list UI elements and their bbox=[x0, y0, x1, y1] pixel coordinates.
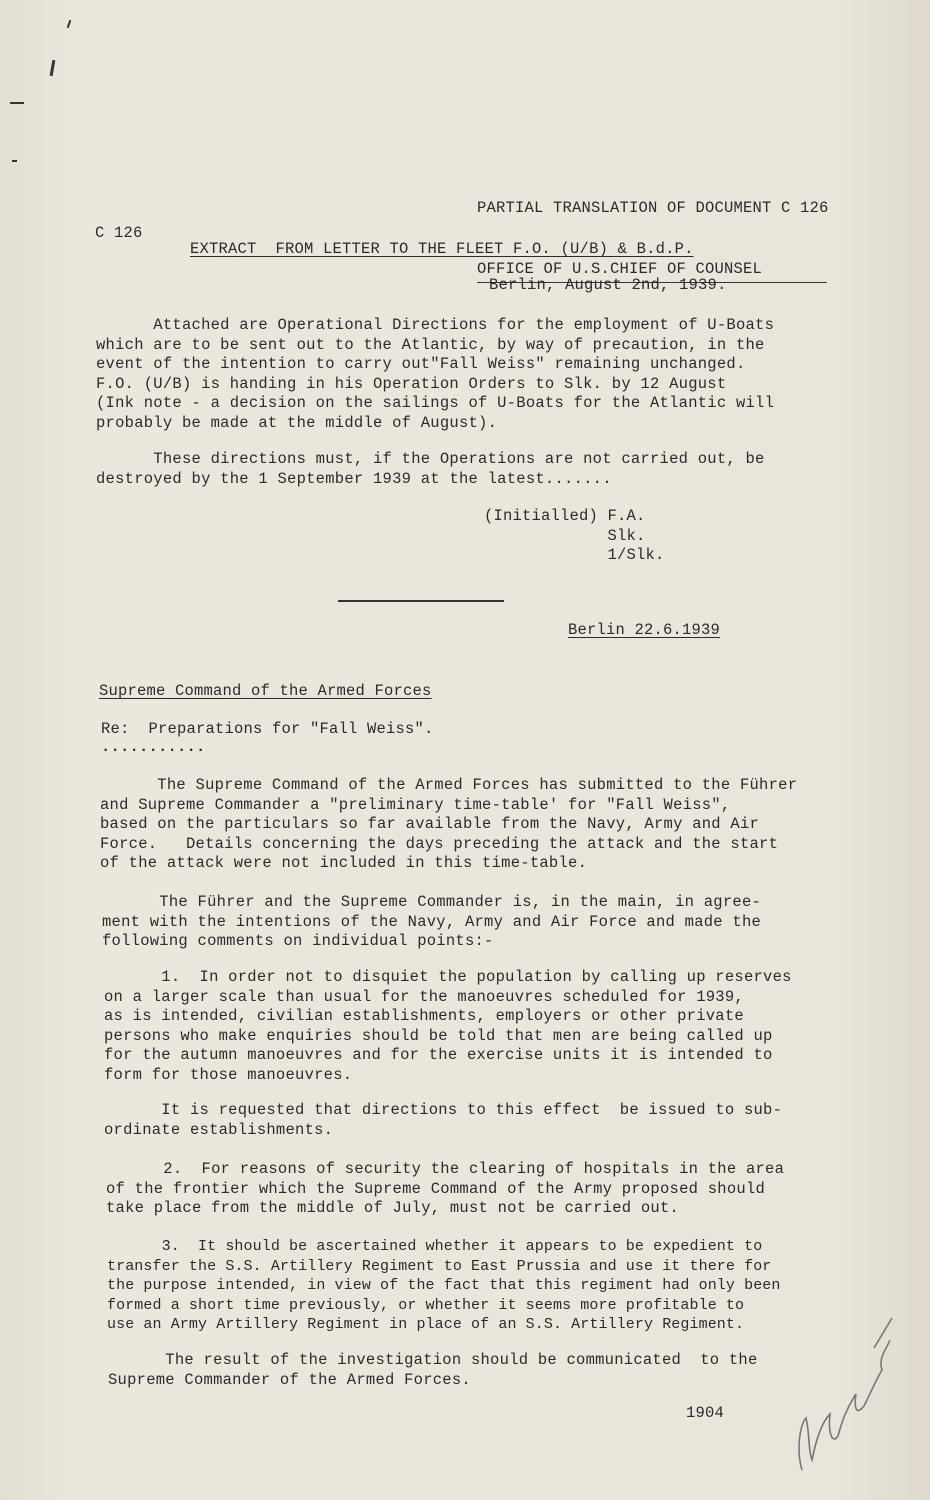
letter2-dots: ........... bbox=[101, 738, 206, 756]
margin-mark bbox=[12, 160, 17, 162]
letter2-subject: Re: Preparations for "Fall Weiss". bbox=[101, 720, 434, 738]
section-divider bbox=[338, 600, 504, 602]
letter1-title: EXTRACT FROM LETTER TO THE FLEET F.O. (U/B) & B.d.P. bbox=[190, 240, 694, 258]
header-line-1: PARTIAL TRANSLATION OF DOCUMENT C 126 bbox=[477, 199, 829, 217]
letter1-dateline: Berlin, August 2nd, 1939. bbox=[489, 276, 727, 294]
letter1-initials: (Initialled) F.A. Slk. 1/Slk. bbox=[484, 507, 665, 564]
letter2-point-1-request: It is requested that directions to this effect be issued to sub- ordinate establishments. bbox=[104, 1101, 783, 1139]
letter2-point-1: 1. In order not to disquiet the population by calling up reserves on a larger scale than usual for the manoeuvres scheduled for 1939, as is intended, civilian establishments, employers or other private persons who make enquiries should be told that men are being called up for the autumn manoeuvres and for the exercise units it is intended to form for those manoeuvres. bbox=[104, 968, 792, 1084]
letter2-paragraph-1: The Supreme Command of the Armed Forces has submitted to the Führer and Supreme Commander a "preliminary time-table' for "Fall Weiss", based on the particulars so far available from the Navy, Army and Air Force. Details concerning the days preceding the attack and the start of the attack were not included in this time-table. bbox=[100, 776, 798, 872]
letter2-addressee: Supreme Command of the Armed Forces bbox=[99, 682, 432, 700]
header-line-2: OFFICE OF U.S.CHIEF OF COUNSEL bbox=[477, 258, 827, 283]
page-number: 1904 bbox=[686, 1404, 725, 1422]
handwritten-signature bbox=[782, 1310, 902, 1480]
letter1-paragraph-2: These directions must, if the Operations are not carried out, be destroyed by the 1 September 1939 at the latest....... bbox=[96, 450, 765, 488]
letter1-paragraph-1: Attached are Operational Directions for the employment of U-Boats which are to be sent out to the Atlantic, by way of precaution, in the event of the intention to carry out"Fall Weiss" remaining unchanged. F.O. (U/B) is handing in his Operation Orders to Slk. by 12 August (Ink note - a decision on the sailings of U-Boats for the Atlantic will probably be made at the middle of August). bbox=[96, 316, 775, 432]
letter2-point-2: 2. For reasons of security the clearing of hospitals in the area of the frontier which the Supreme Command of the Army proposed should take place from the middle of July, must not be carried out. bbox=[106, 1160, 785, 1217]
letter2-dateline: Berlin 22.6.1939 bbox=[568, 621, 721, 639]
letter2-point-4: The result of the investigation should be communicated to the Supreme Commander of the Armed Forces. bbox=[108, 1351, 758, 1389]
letter2-paragraph-2: The Führer and the Supreme Commander is, in the main, in agree- ment with the intentions of the Navy, Army and Air Force and made the following comments on individual points:- bbox=[102, 893, 762, 950]
margin-mark bbox=[10, 102, 24, 104]
document-id: C 126 bbox=[95, 224, 143, 242]
letter2-point-3: 3. It should be ascertained whether it appears to be expedient to transfer the S.S. Artillery Regiment to East Prussia and use it there for the purpose intended, in view of the fact that this regiment had only been formed a short time previously, or whether it seems more profitable to use an Army Artillery Regiment in place of an S.S. Artillery Regiment. bbox=[107, 1238, 781, 1333]
